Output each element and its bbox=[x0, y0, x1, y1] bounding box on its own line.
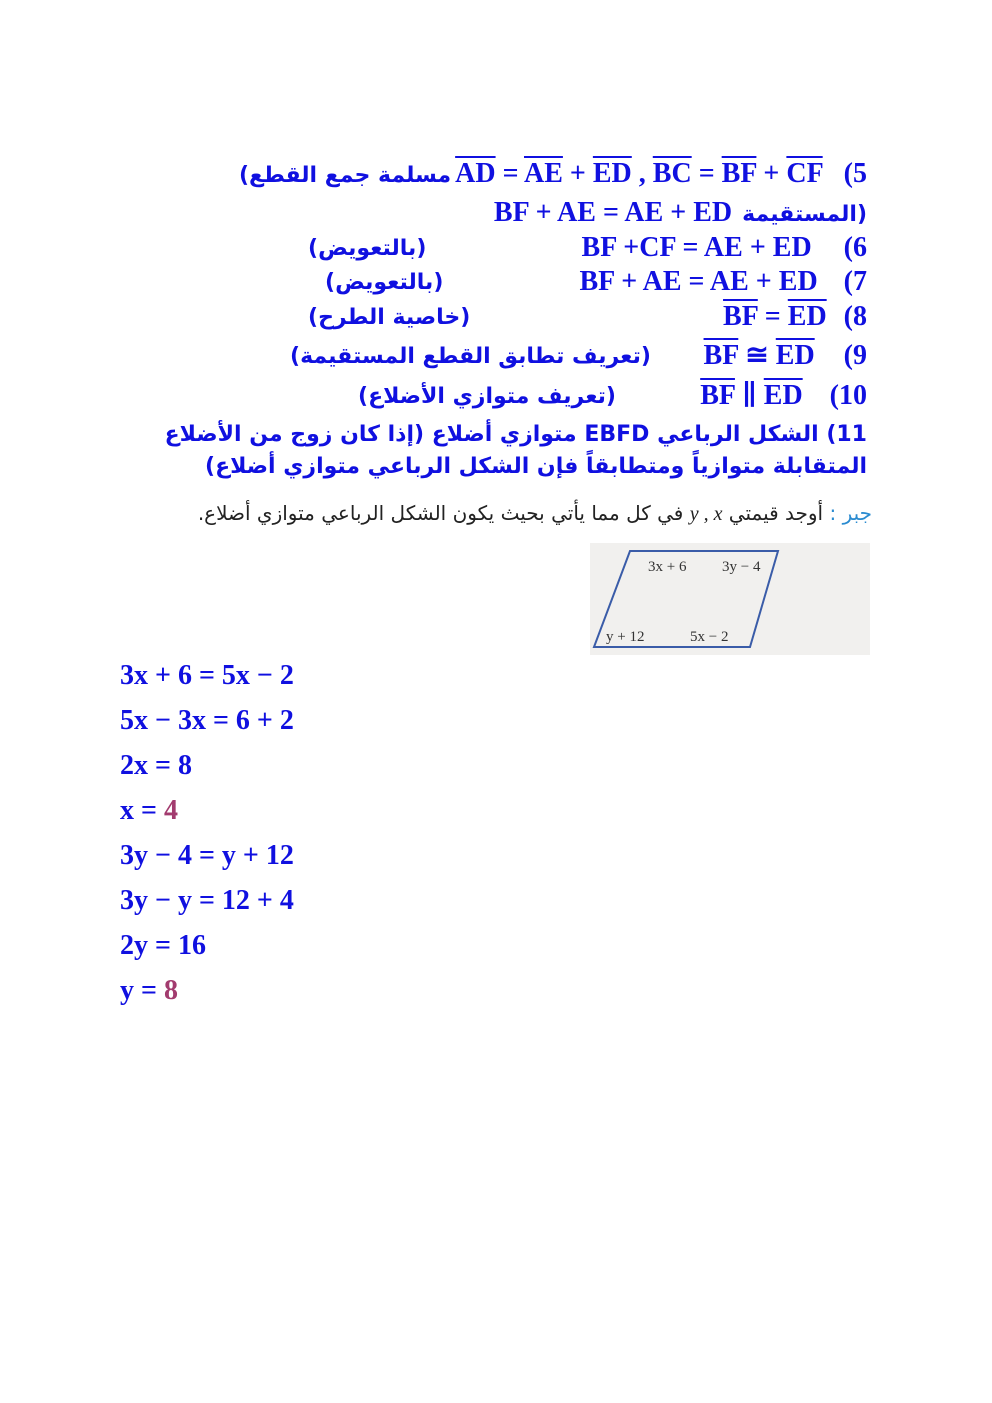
solution-line-4 bbox=[120, 795, 178, 827]
segment-ed: $\overline{ED}$ bbox=[763, 380, 803, 411]
textbook-excerpt bbox=[100, 493, 872, 658]
solution-expr: 3y − y = 12 + 4 bbox=[120, 885, 294, 916]
step-9-number: (9 bbox=[843, 340, 867, 371]
instruction-part-1: أوجد قيمتي bbox=[722, 501, 830, 525]
algebra-tag: جبر : bbox=[829, 501, 872, 525]
instruction-variables: y , x bbox=[689, 503, 723, 525]
step-7-equation: BF + AE = AE + ED bbox=[579, 266, 818, 297]
proof-step-8 bbox=[723, 303, 867, 331]
solution-expr: 3y − 4 = y + 12 bbox=[120, 840, 294, 871]
segment-ad: $\overline{AD}$ bbox=[455, 158, 496, 189]
plus-sign: + bbox=[562, 158, 593, 189]
solution-line-3 bbox=[120, 750, 192, 782]
eq-sign: = bbox=[757, 301, 788, 332]
label-top-left: 3x + 6 bbox=[648, 559, 687, 575]
proof-step-6 bbox=[582, 234, 867, 262]
step-5-cont-equation: BF + AE = AE + ED bbox=[493, 197, 733, 228]
step-6-number: (6 bbox=[843, 232, 867, 263]
step-7-reason: (بالتعويض) bbox=[325, 270, 444, 295]
solution-line-2 bbox=[120, 705, 294, 737]
solution-expr: 2y = 16 bbox=[120, 930, 206, 961]
proof-step-9 bbox=[704, 342, 867, 370]
segment-bf: $\overline{BF}$ bbox=[723, 301, 758, 332]
segment-ed: $\overline{ED}$ bbox=[787, 301, 827, 332]
step-5-cont-reason: المستقيمة) bbox=[742, 202, 867, 227]
plus-sign: + bbox=[756, 158, 787, 189]
solution-expr: y = bbox=[120, 975, 164, 1006]
step-9-reason: (تعريف تطابق القطع المستقيمة) bbox=[290, 344, 651, 369]
segment-ed: $\overline{ED}$ bbox=[592, 158, 632, 189]
parallelogram-figure bbox=[590, 543, 870, 655]
step-8-equation bbox=[723, 301, 834, 332]
step-5-equation bbox=[455, 158, 830, 189]
step-8-reason: (خاصية الطرح) bbox=[308, 305, 471, 330]
eq-sign: = bbox=[495, 158, 524, 189]
step-6-equation: BF +CF = AE + ED bbox=[581, 232, 812, 263]
solution-line-7 bbox=[120, 930, 206, 962]
segment-bc: $\overline{BC}$ bbox=[652, 158, 692, 189]
solution-expr: 5x − 3x = 6 + 2 bbox=[120, 705, 294, 736]
solution-line-6 bbox=[120, 885, 294, 917]
step-5-number: (5 bbox=[843, 158, 867, 189]
step-6-reason: (بالتعويض) bbox=[308, 236, 427, 261]
step-8-number: (8 bbox=[843, 301, 867, 332]
step-9-equation bbox=[704, 340, 822, 371]
step-10-reason: (تعريف متوازي الأضلاع) bbox=[358, 384, 616, 409]
label-bottom-right: 5x − 2 bbox=[690, 629, 729, 645]
step-10-equation bbox=[700, 380, 809, 411]
congruent-sign: ≅ bbox=[738, 340, 776, 371]
solution-expr: 2x = 8 bbox=[120, 750, 192, 781]
step-7-number: (7 bbox=[843, 266, 867, 297]
label-bottom-left: y + 12 bbox=[606, 629, 645, 645]
solution-line-1 bbox=[120, 660, 294, 692]
eq-sign: = bbox=[691, 158, 722, 189]
proof-step-7 bbox=[579, 268, 867, 296]
proof-step-5-continued bbox=[494, 199, 867, 227]
step-11-line-2: المتقابلة متوازياً ومتطابقاً فإن الشكل الرباعي متوازي أضلاع) bbox=[205, 454, 867, 479]
solution-line-8 bbox=[120, 975, 178, 1007]
step-10-number: (10 bbox=[829, 380, 867, 411]
problem-instruction bbox=[198, 501, 872, 526]
segment-bf: $\overline{BF}$ bbox=[703, 340, 739, 371]
comma: , bbox=[631, 158, 653, 189]
segment-bf: $\overline{BF}$ bbox=[700, 380, 735, 411]
step-11-line-1: 11) الشكل الرباعي EBFD متوازي أضلاع (إذا كان زوج من الأضلاع bbox=[164, 422, 867, 447]
segment-bf: $\overline{BF}$ bbox=[721, 158, 757, 189]
solution-expr: 3x + 6 = 5x − 2 bbox=[120, 660, 294, 691]
segment-ae: $\overline{AE}$ bbox=[524, 158, 563, 189]
parallel-sign: ∥ bbox=[734, 380, 764, 411]
solution-expr: x = bbox=[120, 795, 164, 826]
proof-step-10 bbox=[700, 382, 867, 410]
segment-cf: $\overline{CF}$ bbox=[786, 158, 823, 189]
proof-step-5 bbox=[239, 160, 867, 188]
instruction-part-2: في كل مما يأتي بحيث يكون الشكل الرباعي متوازي أضلاع. bbox=[197, 501, 690, 525]
answer-y: 8 bbox=[163, 975, 178, 1006]
step-5-reason: (مسلمة جمع القطع bbox=[238, 163, 452, 188]
answer-x: 4 bbox=[163, 795, 178, 826]
segment-ed: $\overline{ED}$ bbox=[775, 340, 815, 371]
label-top-right: 3y − 4 bbox=[722, 559, 761, 575]
solution-line-5 bbox=[120, 840, 294, 872]
